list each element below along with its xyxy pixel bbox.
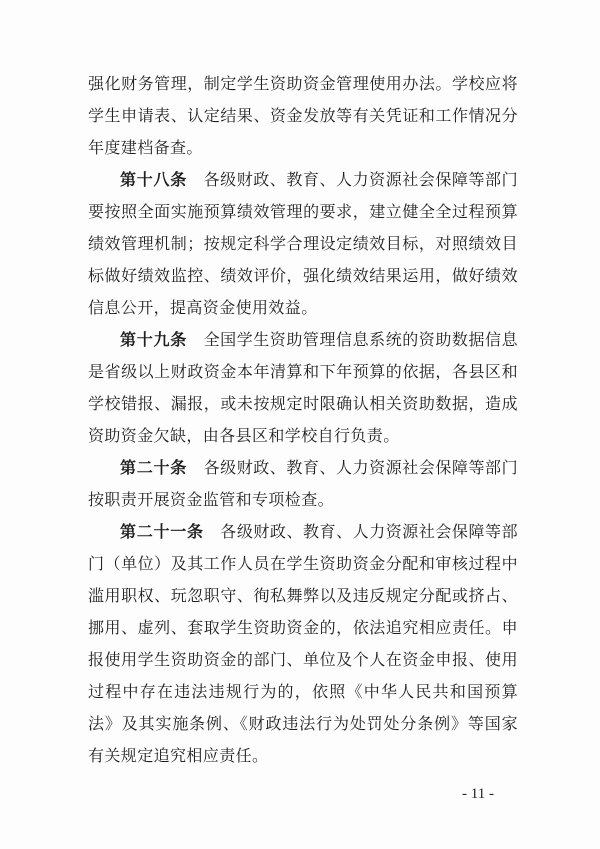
paragraph-continuation	[88, 68, 518, 164]
article-21-text: 各级财政、教育、人力资源社会保障等部门（单位）及其工作人员在学生资助资金分配和审核过程中滥用职权、玩忽职守、徇私舞弊以及违反规定分配或挤占、挪用、虚列、套取学生资助资金的，依法追究相应责任。申报使用学生资助资金的部门、单位及个人在资金申报、使用过程中存在违法违规行为的，依照《中华人民共和国预算法》及其实施条例、《财政违法行为处罚处分条例》等国家有关规定追究相应责任。	[88, 522, 518, 765]
article-19-text: 全国学生资助管理信息系统的资助数据信息是省级以上财政资金本年清算和下年预算的依据，各县区和学校错报、漏报，或未按规定时限确认相关资助数据，造成资助资金欠缺，由各县区和学校自行负责。	[88, 330, 518, 445]
body-text	[88, 68, 518, 772]
article-21	[88, 516, 518, 772]
page-number: - 11 -	[462, 786, 494, 802]
article-19-heading: 第十九条	[120, 330, 188, 349]
article-20-heading: 第二十条	[120, 458, 188, 477]
article-20-text: 各级财政、教育、人力资源社会保障等部门按职责开展资金监管和专项检查。	[88, 458, 518, 509]
article-18-heading: 第十八条	[120, 170, 188, 189]
article-20	[88, 452, 518, 516]
article-18	[88, 164, 518, 324]
article-18-text: 各级财政、教育、人力资源社会保障等部门要按照全面实施预算绩效管理的要求，建立健全全过程预算绩效管理机制；按规定科学合理设定绩效目标，对照绩效目标做好绩效监控、绩效评价，强化绩效结果运用，做好绩效信息公开，提高资金使用效益。	[88, 170, 518, 317]
article-21-heading: 第二十一条	[120, 522, 204, 541]
paragraph-text: 强化财务管理，制定学生资助资金管理使用办法。学校应将学生申请表、认定结果、资金发放等有关凭证和工作情况分年度建档备查。	[88, 74, 518, 157]
article-19	[88, 324, 518, 452]
